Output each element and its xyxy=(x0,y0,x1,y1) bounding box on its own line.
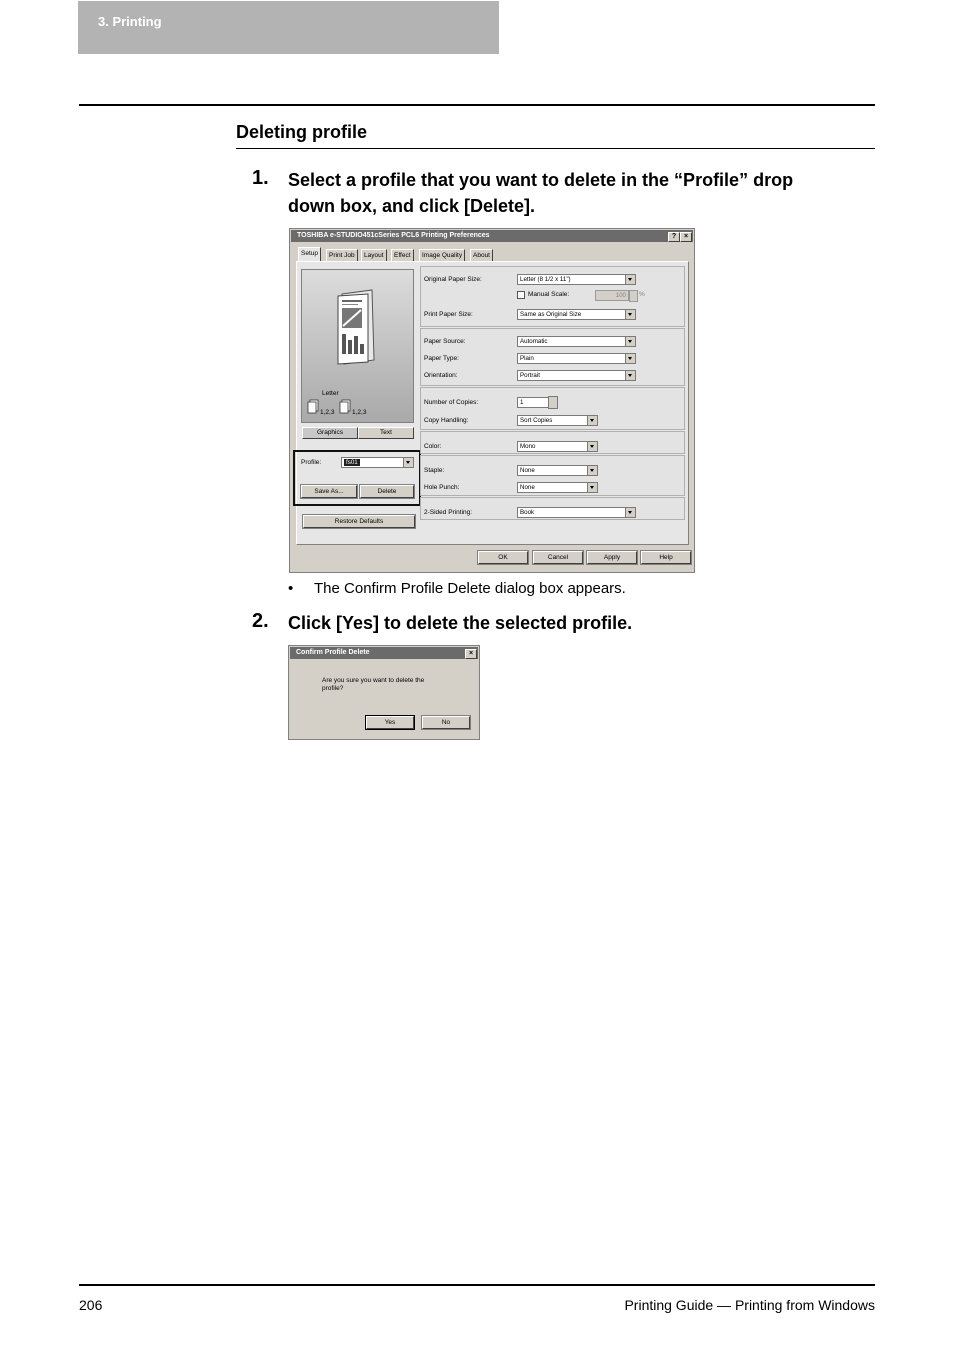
two-sided-label: 2-Sided Printing: xyxy=(424,509,473,516)
confirm-title: Confirm Profile Delete xyxy=(296,649,370,656)
profile-label: Profile: xyxy=(301,459,322,466)
hole-punch-label: Hole Punch: xyxy=(424,484,460,491)
step-1-number: 1. xyxy=(252,167,269,189)
paper-source-label: Paper Source: xyxy=(424,338,466,345)
print-paper-size-value: Same as Original Size xyxy=(520,311,582,318)
copy-handling-value: Sort Copies xyxy=(520,417,553,424)
original-paper-size-value: Letter (8 1/2 x 11") xyxy=(520,276,571,283)
tab-image-quality[interactable]: Image Quality xyxy=(419,249,465,261)
document-preview-icon xyxy=(334,288,378,368)
step-2-line-1: Click [Yes] to delete the selected profile. xyxy=(288,613,633,633)
two-sided-select[interactable] xyxy=(517,507,636,518)
copies-spinner[interactable] xyxy=(548,396,558,409)
orientation-label: Orientation: xyxy=(424,372,458,379)
page-number: 206 xyxy=(79,1297,103,1313)
original-paper-size-label: Original Paper Size: xyxy=(424,276,482,283)
two-sided-value: Book xyxy=(520,509,535,516)
profile-select[interactable] xyxy=(341,457,414,468)
close-title-button[interactable]: × xyxy=(465,649,477,659)
printing-preferences-dialog xyxy=(289,228,695,573)
step-1-line-2: down box, and click [Delete]. xyxy=(288,196,536,216)
cancel-button[interactable]: Cancel xyxy=(533,551,583,564)
bullet-mark: • xyxy=(288,580,294,597)
chevron-down-icon xyxy=(625,337,635,346)
ok-button[interactable]: OK xyxy=(478,551,528,564)
yes-button[interactable]: Yes xyxy=(366,716,414,729)
orientation-value: Portrait xyxy=(520,372,540,379)
color-value: Mono xyxy=(520,443,536,450)
step-2-number: 2. xyxy=(252,610,269,632)
paper-preview xyxy=(301,269,414,423)
help-title-button[interactable]: ? xyxy=(668,232,680,242)
manual-scale-unit: % xyxy=(639,291,645,298)
chevron-down-icon xyxy=(587,483,597,492)
confirm-message-line-2: profile? xyxy=(322,685,344,692)
confirm-profile-delete-dialog xyxy=(288,645,480,740)
color-label: Color: xyxy=(424,443,442,450)
print-paper-size-select[interactable] xyxy=(517,309,636,320)
tab-layout[interactable]: Layout xyxy=(361,249,387,261)
paper-type-select[interactable] xyxy=(517,353,636,364)
section-rule xyxy=(236,148,875,149)
manual-scale-label: Manual Scale: xyxy=(528,291,570,298)
copy-handling-label: Copy Handling: xyxy=(424,417,469,424)
manual-scale-checkbox[interactable] xyxy=(517,291,525,299)
copy-handling-select[interactable] xyxy=(517,415,598,426)
confirm-message-line-1: Are you sure you want to delete the xyxy=(322,677,425,684)
paper-source-select[interactable] xyxy=(517,336,636,347)
chevron-down-icon xyxy=(625,371,635,380)
tab-about[interactable]: About xyxy=(470,249,493,261)
setup-tab-page xyxy=(296,261,689,545)
text-view-tab[interactable]: Text xyxy=(358,427,414,439)
chevron-down-icon xyxy=(587,466,597,475)
paper-size-label: Letter xyxy=(322,390,339,397)
close-title-button[interactable]: × xyxy=(680,232,692,242)
hole-punch-value: None xyxy=(520,484,535,491)
hole-punch-select[interactable] xyxy=(517,482,598,493)
original-paper-size-select[interactable] xyxy=(517,274,636,285)
color-select[interactable] xyxy=(517,441,598,452)
orientation-select[interactable] xyxy=(517,370,636,381)
manual-scale-input[interactable]: 100 xyxy=(595,290,629,301)
no-button[interactable]: No xyxy=(422,716,470,729)
graphics-view-tab[interactable]: Graphics xyxy=(302,427,358,439)
apply-button[interactable]: Apply xyxy=(587,551,637,564)
dialog-title: TOSHIBA e-STUDIO451cSeries PCL6 Printing Preferences xyxy=(297,232,490,239)
delete-button[interactable]: Delete xyxy=(360,485,414,498)
help-button[interactable]: Help xyxy=(641,551,691,564)
print-paper-size-label: Print Paper Size: xyxy=(424,311,473,318)
chapter-label: 3. Printing xyxy=(98,14,162,29)
copies-label-1: 1,2,3 xyxy=(320,409,335,416)
tab-effect[interactable]: Effect xyxy=(391,249,414,261)
copy-stack-icon xyxy=(339,399,351,415)
paper-source-value: Automatic xyxy=(520,338,548,345)
chevron-down-icon xyxy=(403,458,413,467)
chapter-header xyxy=(78,1,499,54)
restore-defaults-button[interactable]: Restore Defaults xyxy=(303,515,415,528)
chevron-down-icon xyxy=(625,310,635,319)
copies-label-2: 1,2,3 xyxy=(352,409,367,416)
tab-print-job[interactable]: Print Job xyxy=(326,249,358,261)
copy-stack-icon xyxy=(307,399,319,415)
staple-value: None xyxy=(520,467,535,474)
section-title: Deleting profile xyxy=(236,122,368,142)
chevron-down-icon xyxy=(587,416,597,425)
save-as-button[interactable]: Save As... xyxy=(301,485,357,498)
step-1-line-1: Select a profile that you want to delete in the “Profile” drop xyxy=(288,170,794,190)
paper-type-value: Plain xyxy=(520,355,534,362)
number-of-copies-input[interactable]: 1 xyxy=(517,397,549,408)
chevron-down-icon xyxy=(625,354,635,363)
chevron-down-icon xyxy=(587,442,597,451)
manual-scale-spinner[interactable] xyxy=(629,290,638,302)
confirm-titlebar xyxy=(290,647,478,659)
staple-select[interactable] xyxy=(517,465,598,476)
top-rule xyxy=(79,104,875,106)
profile-selected-value: fs01 xyxy=(346,459,358,466)
staple-label: Staple: xyxy=(424,467,445,474)
footer-doc-title: Printing Guide — Printing from Windows xyxy=(624,1297,875,1313)
tab-setup[interactable]: Setup xyxy=(298,247,321,261)
footer-rule xyxy=(79,1284,875,1286)
number-of-copies-label: Number of Copies: xyxy=(424,399,479,406)
paper-type-label: Paper Type: xyxy=(424,355,459,362)
chevron-down-icon xyxy=(625,508,635,517)
chevron-down-icon xyxy=(625,275,635,284)
dialog-titlebar xyxy=(291,230,693,242)
bullet-text: The Confirm Profile Delete dialog box appears. xyxy=(314,580,626,597)
